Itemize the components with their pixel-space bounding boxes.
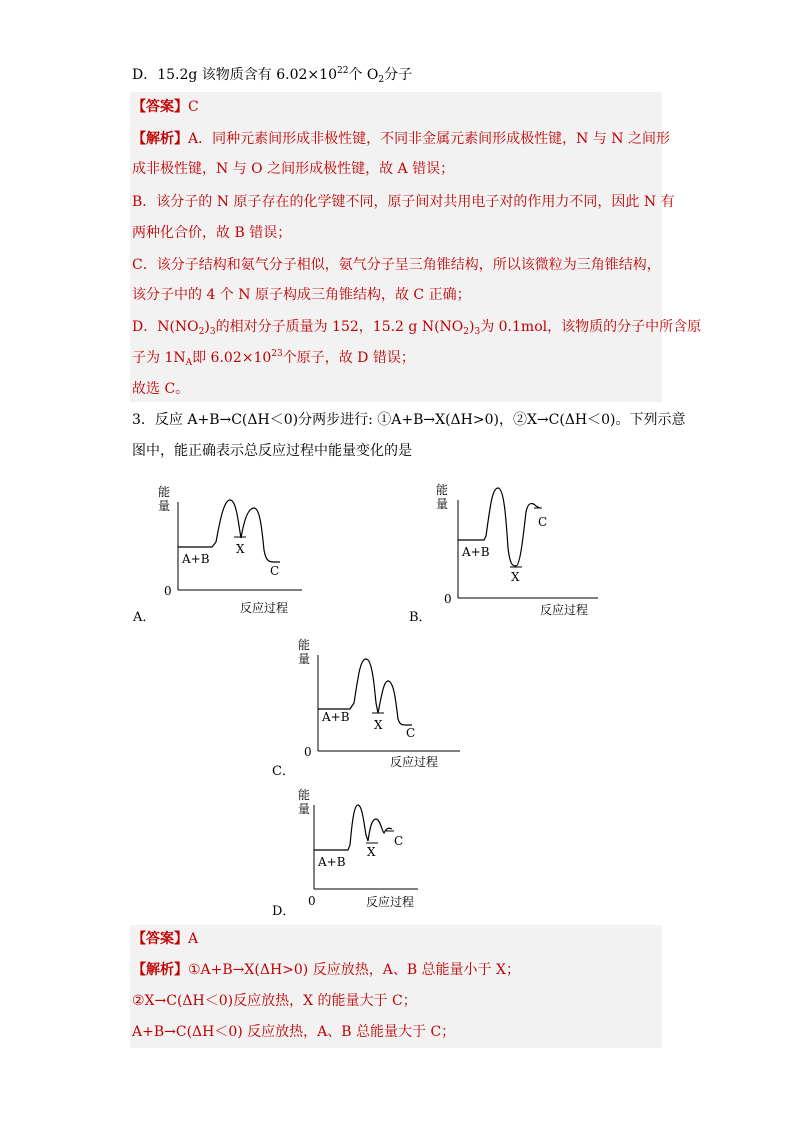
svg-text:0: 0 (444, 592, 452, 606)
intermediate-label: X (511, 570, 520, 584)
product-label: C (270, 564, 280, 578)
answer-2: 【答案】A (132, 931, 199, 947)
option-d-statement: D．15.2g 该物质含有 $6.02\times 10^{22}$个 $O_2$分子 (132, 66, 413, 85)
intermediate-label: X (236, 542, 245, 556)
question-3-line-2: 图中，能正确表示总反应过程中能量变化的是 (132, 443, 412, 459)
option-b-label: B． (409, 610, 432, 625)
y-axis-label: 量 (298, 652, 311, 666)
explanation-1-a2: 成非极性键，N 与 O 之间形成极性键，故 A 错误； (132, 161, 455, 177)
diagram-d (292, 783, 472, 922)
diagram-b (428, 478, 608, 627)
option-a-label: A． (133, 610, 156, 625)
explanation-1-conclusion: 故选 C。 (132, 381, 190, 397)
y-axis-label: 能 (298, 788, 311, 802)
option-c-label: C． (272, 764, 295, 779)
y-axis-label: 量 (436, 497, 449, 511)
y-axis-label: 量 (158, 499, 171, 513)
product-label: C (538, 515, 548, 529)
y-axis-label: 能 (436, 483, 449, 497)
explanation-1-d2: 子为 $1N_A$即 $6.02\times 10^{23}$个原子，故 D 错误； (132, 349, 415, 368)
y-axis-label: 量 (298, 802, 311, 816)
x-axis-label: 反应过程 (540, 603, 589, 617)
explanation-1-a1: 【解析】A．同种元素间形成非极性键，不同非金属元素间形成极性键，N 与 N 之间形 (132, 131, 670, 147)
svg-text:0: 0 (308, 894, 316, 908)
reactant-label: A+B (322, 710, 350, 724)
svg-text:0: 0 (304, 745, 312, 759)
explanation-2-line-1: 【解析】①A+B→X(ΔH>0) 反应放热，A、B 总能量小于 X； (132, 962, 520, 978)
diagram-c (292, 633, 472, 777)
x-axis-label: 反应过程 (390, 755, 439, 769)
product-label: C (394, 834, 404, 848)
reactant-label: A+B (318, 855, 346, 869)
explanation-1-b1: B．该分子的 N 原子存在的化学键不同，原子间对共用电子对的作用力不同，因此 N 有 (132, 194, 675, 210)
explanation-1-d1: D．$N(NO_2)_3$的相对分子质量为 152，15.2 g $N(NO_2)_3$为 0.1mol，该物质的分子中所含原 (132, 319, 702, 337)
reactant-label: A+B (462, 545, 490, 559)
y-axis-label: 能 (298, 638, 311, 652)
explanation-1-c1: C．该分子结构和氨气分子相似，氨气分子呈三角锥结构，所以该微粒为三角锥结构， (132, 257, 661, 273)
intermediate-label: X (374, 718, 383, 732)
option-d-label: D． (272, 904, 296, 919)
x-axis-label: 反应过程 (240, 601, 289, 615)
product-label: C (406, 726, 416, 740)
svg-text:0: 0 (164, 584, 172, 598)
reactant-label: A+B (182, 552, 210, 566)
explanation-2-line-3: A+B→C(ΔH＜0) 反应放热，A、B 总能量大于 C； (132, 1024, 456, 1040)
x-axis-label: 反应过程 (366, 895, 415, 909)
intermediate-label: X (367, 845, 376, 859)
diagram-a (150, 480, 310, 624)
explanation-1-b2: 两种化合价，故 B 错误； (132, 225, 292, 241)
question-3-line-1: 3．反应 A+B→C(ΔH＜0)分两步进行: ①A+B→X(ΔH>0)，②X→C(ΔH＜0)。下列示意 (132, 412, 686, 428)
explanation-2-line-2: ②X→C(ΔH＜0)反应放热，X 的能量大于 C； (132, 993, 417, 1009)
y-axis-label: 能 (158, 485, 171, 499)
answer-1: 【答案】C (132, 99, 199, 115)
explanation-1-c2: 该分子中的 4 个 N 原子构成三角锥结构，故 C 正确； (132, 287, 471, 303)
